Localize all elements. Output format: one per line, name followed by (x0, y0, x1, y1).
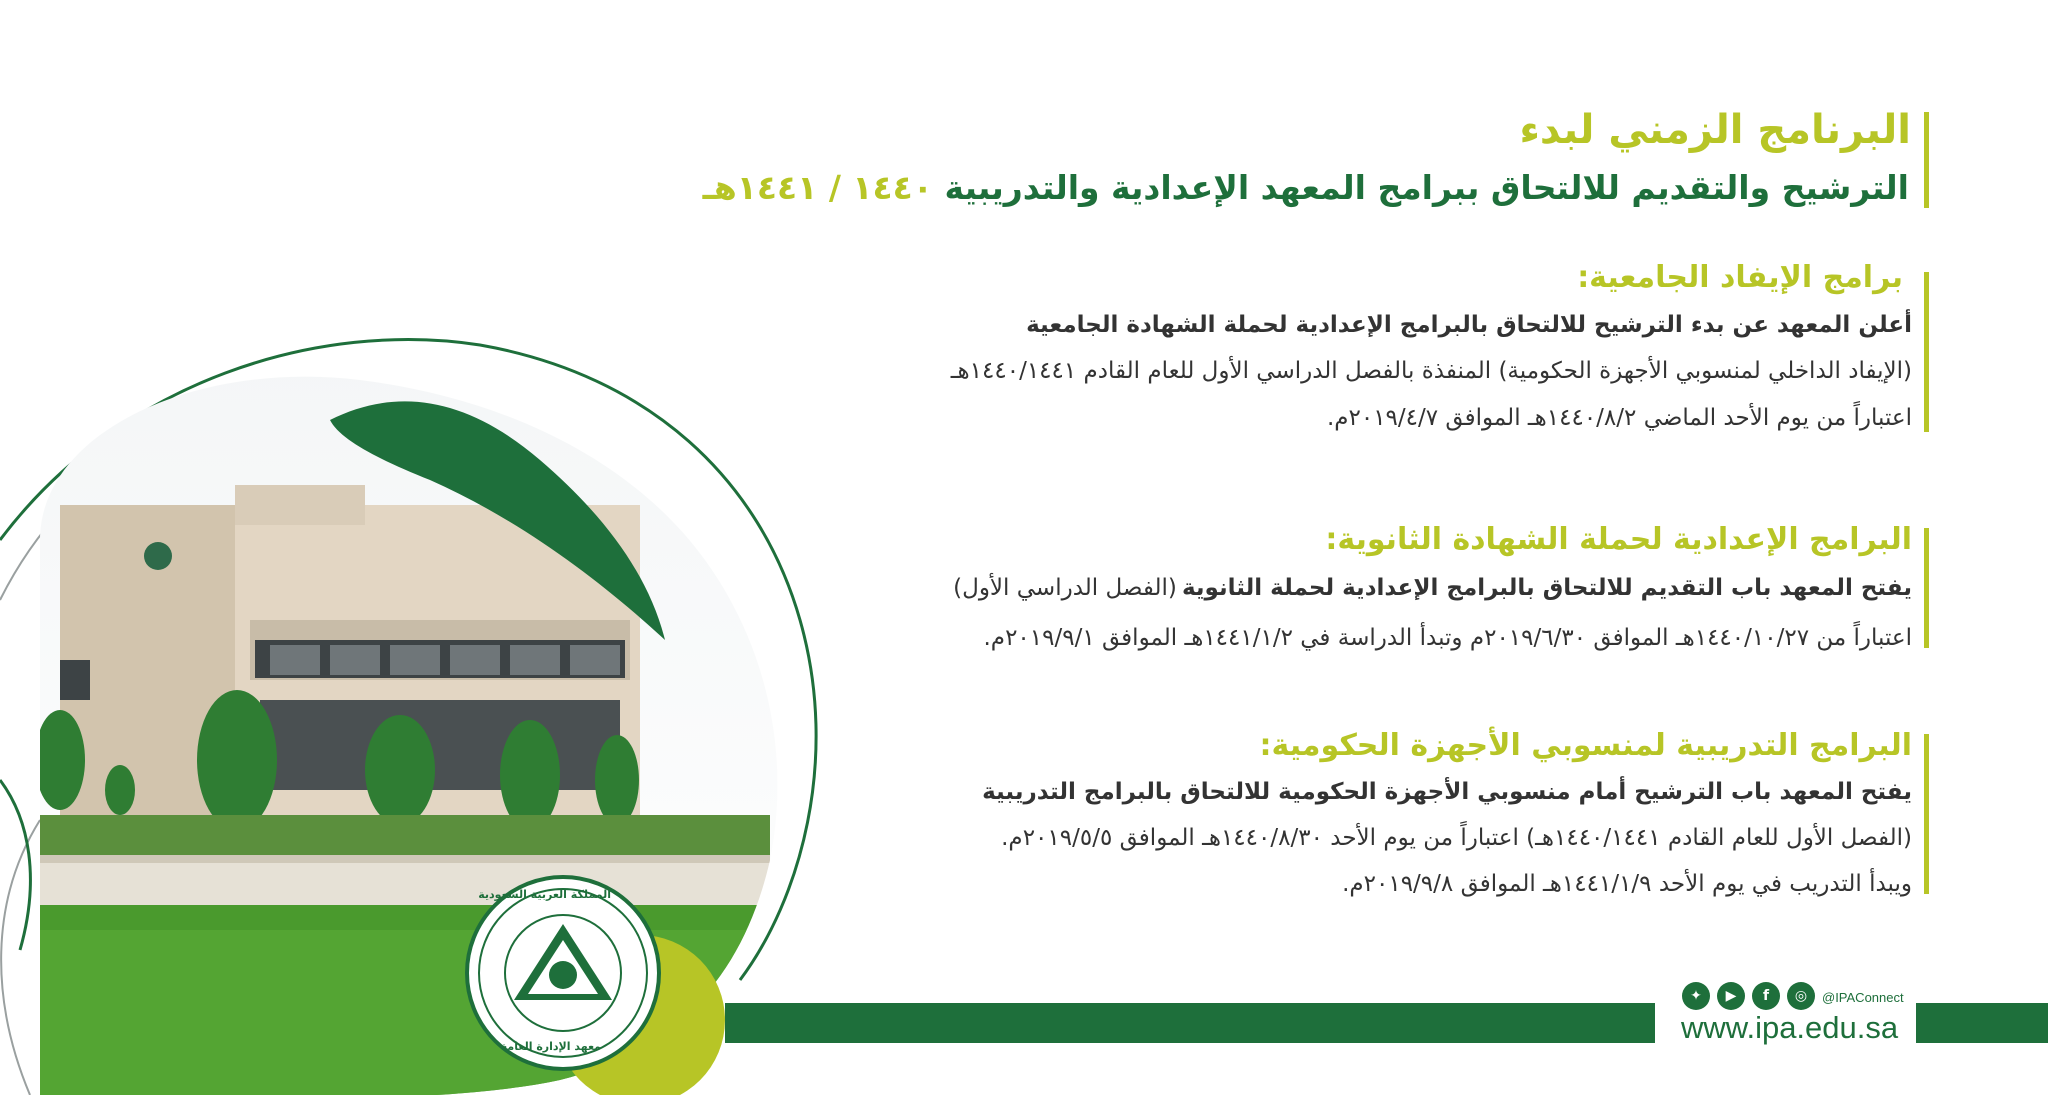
section-2-line-1-main: يفتح المعهد باب التقديم للالتحاق بالبرامج الإعدادية لحملة الثانوية (1181, 575, 1912, 601)
section-2-line-2: اعتباراً من ١٤٤٠/١٠/٢٧هـ الموافق ٢٠١٩/٦/٣٠م وتبدأ الدراسة في ١٤٤١/١/٢هـ الموافق ٢٠١٩/٩/١م. (983, 625, 1912, 651)
section-3-line-1: يفتح المعهد باب الترشيح أمام منسوبي الأجهزة الحكومية للالتحاق بالبرامج التدريبية (982, 779, 1912, 805)
section-3-heading: البرامج التدريبية لمنسوبي الأجهزة الحكومية: (1259, 728, 1912, 763)
section-2-heading: البرامج الإعدادية لحملة الشهادة الثانوية: (1325, 522, 1912, 557)
subtitle-main: الترشيح والتقديم للالتحاق ببرامج المعهد الإعدادية والتدريبية (944, 168, 1909, 207)
website-link[interactable]: www.ipa.edu.sa (1681, 1010, 1899, 1045)
social-handle[interactable]: @IPAConnect (1822, 990, 1904, 1005)
youtube-icon[interactable]: ▶ (1717, 982, 1745, 1010)
footer-bar-right (1916, 1003, 2048, 1043)
twitter-icon[interactable]: ✦ (1682, 982, 1710, 1010)
facebook-icon[interactable]: f (1752, 982, 1780, 1010)
footer-bar-left (725, 1003, 1655, 1043)
page-subtitle (703, 162, 1909, 214)
page-title: البرنامج الزمني لبدء (1519, 107, 1911, 153)
section-3-line-2: (الفصل الأول للعام القادم ١٤٤٠/١٤٤١هـ) اعتباراً من يوم الأحد ١٤٤٠/٨/٣٠هـ الموافق ٢٠١٩/٥/٥م. (1001, 825, 1912, 851)
section-3-line-3: ويبدأ التدريب في يوم الأحد ١٤٤١/١/٩هـ الموافق ٢٠١٩/٩/٨م. (1342, 871, 1912, 897)
section-3-accent-bar (1924, 734, 1929, 894)
subtitle-year: ١٤٤٠ / ١٤٤١هـ (702, 168, 933, 207)
header-accent-bar (1924, 112, 1929, 208)
section-1-heading: برامج الإيفاد الجامعية: (1577, 260, 1903, 295)
outline-curve-gray-left (1, 820, 40, 1095)
section-2-line-1-note: (الفصل الدراسي الأول) (953, 575, 1177, 601)
section-1-line-2: (الإيفاد الداخلي لمنسوبي الأجهزة الحكومية) المنفذة بالفصل الدراسي الأول للعام القادم ١٤٤٠/١٤٤١هـ (950, 358, 1912, 384)
section-1-line-3: اعتباراً من يوم الأحد الماضي ١٤٤٠/٨/٢هـ الموافق ٢٠١٩/٤/٧م. (1326, 405, 1912, 431)
section-2-accent-bar (1924, 528, 1929, 648)
section-1-accent-bar (1924, 272, 1929, 432)
seal-text-bottom: معهد الإدارة العامة (500, 1040, 601, 1053)
seal-text-top: المملكة العربية السعودية (478, 888, 611, 901)
outline-curve-green-left (0, 780, 30, 950)
section-2-line-1 (953, 566, 1912, 610)
instagram-icon[interactable]: ◎ (1787, 982, 1815, 1010)
section-1-line-1: أعلن المعهد عن بدء الترشيح للالتحاق بالبرامج الإعدادية لحملة الشهادة الجامعية (1026, 312, 1912, 338)
